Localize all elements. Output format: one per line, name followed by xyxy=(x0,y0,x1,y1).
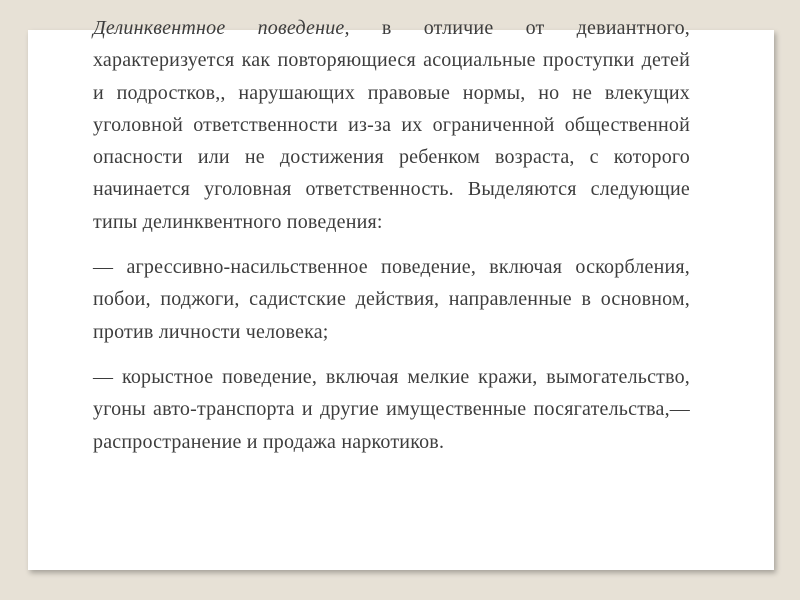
term-heading: Делинквентное поведение, xyxy=(93,17,350,39)
intro-paragraph xyxy=(93,12,690,238)
type-aggressive: — агрессивно-насильственное поведение, включая оскорбления, побои, поджоги, садистские действия, направленные в основном, против личности человека; xyxy=(93,256,690,343)
intro-text: в отличие от девиантного, характеризуется как повторяющиеся асоциальные проступки детей и подростков,, нарушающих правовые нормы, но не влекущих уголовной ответственности из-за их ограниченной общественной опасности или не достижения ребенком возраста, с которого начинается уголовная ответственность. Выделяются следующие типы делинквентного поведения: xyxy=(93,17,690,233)
slide-text xyxy=(93,12,690,471)
type-mercenary: — корыстное поведение, включая мелкие кражи, вымогательство, угоны авто-транспорта и другие имущественные посягательства,— распространение и продажа наркотиков. xyxy=(93,365,690,453)
